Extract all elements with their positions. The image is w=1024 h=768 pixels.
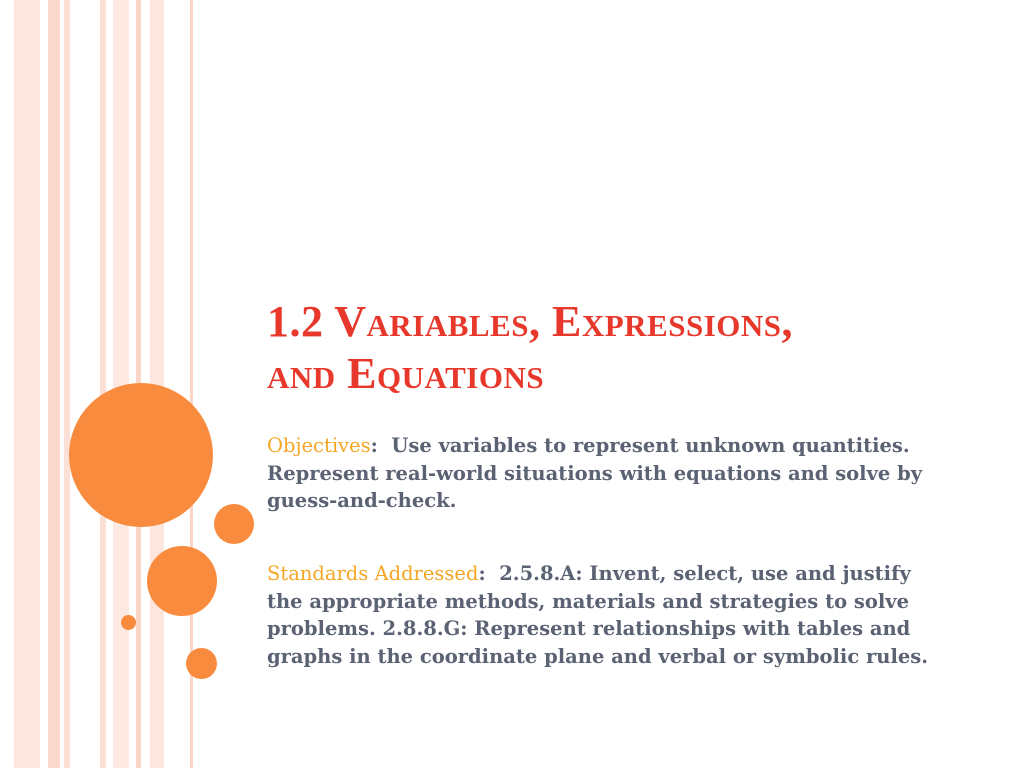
tiny-circle: [121, 615, 136, 630]
stripe: [64, 0, 70, 768]
standards-label: Standards Addressed: [267, 562, 479, 585]
objectives-separator: :: [370, 434, 378, 457]
small-circle: [186, 648, 217, 679]
stripe: [48, 0, 60, 768]
medium-circle: [147, 546, 217, 616]
objectives-text: Use variables to represent unknown quantities. Represent real-world situations with equations and solve by guess-and-check.: [267, 434, 923, 512]
stripe: [100, 0, 106, 768]
small-circle: [214, 504, 254, 544]
standards-separator: :: [478, 562, 486, 585]
stripe: [14, 0, 40, 768]
objectives-label: Objectives: [267, 434, 371, 457]
standards-paragraph: [267, 560, 947, 670]
slide-title: [267, 296, 967, 400]
title-line-1: 1.2 Variables, Expressions,: [267, 297, 793, 346]
title-line-2: and Equations: [267, 349, 545, 398]
objectives-paragraph: [267, 432, 947, 515]
standards-text: 2.5.8.A: Invent, select, use and justify the appropriate methods, materials and strategies to solve problems. 2.8.8.G: Represent relationships with tables and graphs in the coordinate plane and verbal or symbolic rules.: [267, 562, 929, 668]
decorative-stripes: [0, 0, 200, 768]
large-circle: [69, 383, 213, 527]
